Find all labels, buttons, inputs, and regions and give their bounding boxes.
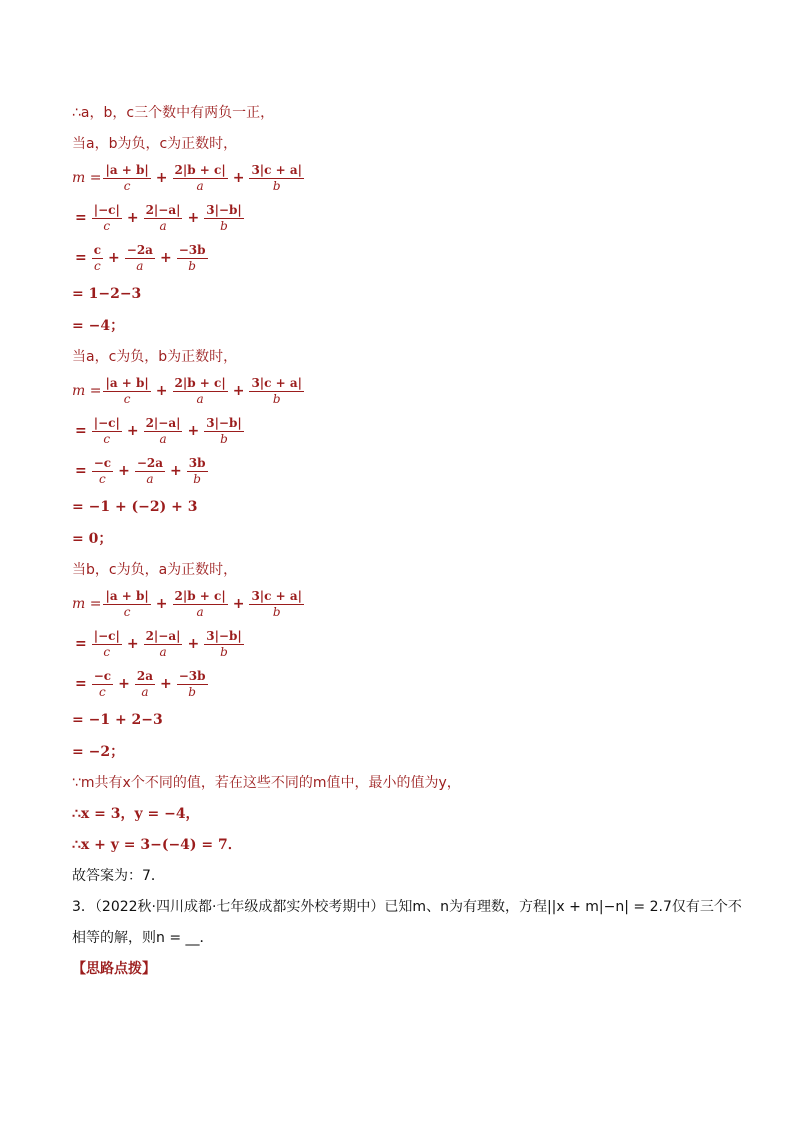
case2-step4: = −1 + (−2) + 3 — [72, 498, 198, 515]
fraction: $\frac{-3b}{b}$ — [178, 242, 206, 273]
fraction: $\frac{|a + b|}{c}$ — [105, 588, 149, 619]
fraction: $\frac{|-c|}{c}$ — [93, 202, 120, 233]
case1-step3: = $\frac{c}{c}$ + $\frac{-2a}{a}$ + $\frac{-3b}{b}$ — [75, 242, 206, 273]
case3-step5: = −2； — [72, 743, 125, 760]
answer-line: 故答案为：7． — [72, 867, 165, 884]
case3-step4: = −1 + 2−3 — [72, 711, 163, 728]
fraction: $\frac{3|c + a|}{b}$ — [251, 588, 303, 619]
fraction: $\frac{2|-a|}{a}$ — [145, 202, 181, 233]
fraction: $\frac{3|c + a|}{b}$ — [251, 162, 303, 193]
case2-step2: = $\frac{|-c|}{c}$ + $\frac{2|-a|}{a}$ + $\frac{3|-b|}{b}$ — [75, 415, 242, 446]
fraction: $\frac{|-c|}{c}$ — [93, 415, 120, 446]
fraction: $\frac{2|b + c|}{a}$ — [174, 375, 226, 406]
fraction: $\frac{2|-a|}{a}$ — [145, 415, 181, 446]
fraction: $\frac{3|c + a|}{b}$ — [251, 375, 303, 406]
fraction: $\frac{2a}{a}$ — [136, 668, 153, 699]
case3-step2: = $\frac{|-c|}{c}$ + $\frac{2|-a|}{a}$ + $\frac{3|-b|}{b}$ — [75, 628, 242, 659]
conclusion-line: ∴a，b，c三个数中有两负一正， — [72, 104, 275, 121]
case2-step5: = 0； — [72, 530, 113, 547]
solution-content — [72, 96, 742, 983]
question-3-line-1: 3．（2022秋·四川成都·七年级成都实外校考期中）已知m、n为有理数，方程||x + m|−n| = 2.7仅有三个不 — [72, 898, 742, 915]
fraction: $\frac{3b}{b}$ — [188, 455, 206, 486]
case1-intro: 当a，b为负，c为正数时， — [72, 135, 238, 152]
fraction: $\frac{c}{c}$ — [93, 242, 102, 273]
case2-step3: = $\frac{-c}{c}$ + $\frac{-2a}{a}$ + $\frac{3b}{b}$ — [75, 455, 206, 486]
fraction: $\frac{2|-a|}{a}$ — [145, 628, 181, 659]
therefore-line-1: ∴x = 3，y = −4， — [72, 805, 200, 822]
case3-step1: m = $\frac{|a + b|}{c}$ + $\frac{2|b + c|}{a}$ + $\frac{3|c + a|}{b}$ — [72, 588, 303, 619]
since-line: ∵m共有x个不同的值，若在这些不同的m值中，最小的值为y， — [72, 774, 461, 791]
therefore-line-2: ∴x + y = 3−(−4) = 7． — [72, 836, 242, 853]
fraction: $\frac{-2a}{a}$ — [126, 242, 153, 273]
case2-intro: 当a，c为负，b为正数时， — [72, 348, 238, 365]
fraction: $\frac{|-c|}{c}$ — [93, 628, 120, 659]
fraction: $\frac{-c}{c}$ — [93, 668, 112, 699]
fraction: $\frac{-3b}{b}$ — [178, 668, 206, 699]
case1-step5: = −4； — [72, 317, 125, 334]
fraction: $\frac{3|-b|}{b}$ — [206, 415, 242, 446]
fraction: $\frac{-2a}{a}$ — [136, 455, 164, 486]
fraction: $\frac{3|-b|}{b}$ — [206, 202, 242, 233]
case1-step4: = 1−2−3 — [72, 285, 142, 302]
fraction: $\frac{2|b + c|}{a}$ — [174, 162, 226, 193]
fraction: $\frac{|a + b|}{c}$ — [105, 375, 149, 406]
fraction: $\frac{-c}{c}$ — [93, 455, 112, 486]
fraction: $\frac{3|-b|}{b}$ — [206, 628, 242, 659]
case1-step2: = $\frac{|-c|}{c}$ + $\frac{2|-a|}{a}$ + $\frac{3|-b|}{b}$ — [75, 202, 242, 233]
case3-intro: 当b，c为负，a为正数时， — [72, 561, 238, 578]
case3-step3: = $\frac{-c}{c}$ + $\frac{2a}{a}$ + $\frac{-3b}{b}$ — [75, 668, 206, 699]
fraction: $\frac{2|b + c|}{a}$ — [174, 588, 226, 619]
hint-heading: 【思路点拨】 — [72, 960, 156, 977]
question-3-line-2: 相等的解，则n = __． — [72, 929, 214, 946]
fraction: $\frac{|a + b|}{c}$ — [105, 162, 149, 193]
case2-step1: m = $\frac{|a + b|}{c}$ + $\frac{2|b + c|}{a}$ + $\frac{3|c + a|}{b}$ — [72, 375, 303, 406]
case1-step1: m = $\frac{|a + b|}{c}$ + $\frac{2|b + c|}{a}$ + $\frac{3|c + a|}{b}$ — [72, 162, 303, 193]
